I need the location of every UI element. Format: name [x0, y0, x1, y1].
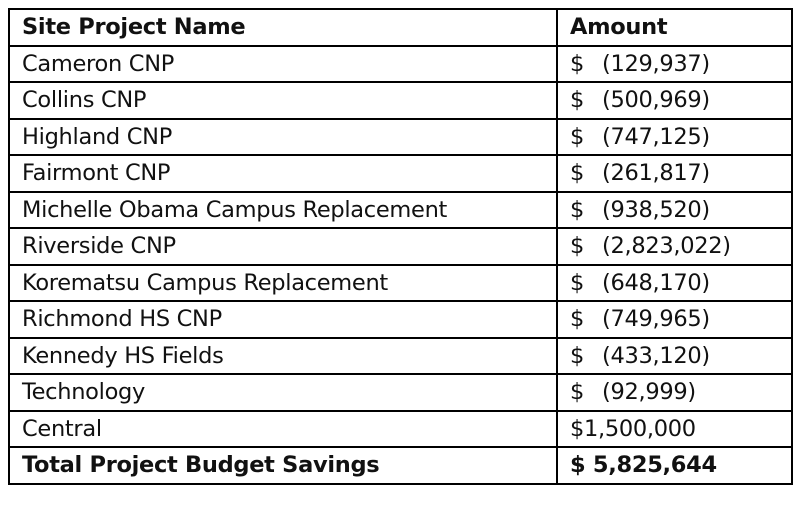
- amount-cell: [557, 46, 792, 83]
- total-row: [9, 447, 792, 484]
- amount-cell: [557, 155, 792, 192]
- currency-symbol: $: [570, 50, 585, 77]
- budget-savings-table: [8, 8, 793, 485]
- currency-symbol: $: [570, 87, 585, 113]
- currency-symbol: $: [570, 306, 585, 332]
- table-row: [9, 338, 792, 375]
- amount-cell: [557, 119, 792, 156]
- project-name-cell: Richmond HS CNP: [9, 301, 557, 338]
- amount-value: (92,999): [602, 379, 696, 405]
- amount-cell: [557, 301, 792, 338]
- table-row: [9, 228, 792, 265]
- table-row: [9, 192, 792, 229]
- table-row: [9, 82, 792, 119]
- table-row: [9, 301, 792, 338]
- total-amount: $ 5,825,644: [557, 447, 792, 484]
- project-name-cell: Technology: [9, 374, 557, 411]
- amount-value: (749,965): [602, 306, 710, 332]
- project-name-cell: Highland CNP: [9, 119, 557, 156]
- currency-symbol: $: [570, 233, 585, 259]
- amount-cell: [557, 411, 792, 448]
- total-label: Total Project Budget Savings: [9, 447, 557, 484]
- currency-symbol: $: [570, 196, 585, 223]
- table-row: [9, 155, 792, 192]
- amount-cell: [557, 338, 792, 375]
- amount-value: (2,823,022): [602, 233, 731, 259]
- amount-value: (938,520): [602, 196, 710, 223]
- currency-symbol: $: [570, 269, 585, 296]
- amount-value: (648,170): [602, 269, 710, 296]
- project-name-cell: Fairmont CNP: [9, 155, 557, 192]
- table-row: [9, 374, 792, 411]
- project-name-cell: Cameron CNP: [9, 46, 557, 83]
- project-name-cell: Central: [9, 411, 557, 448]
- amount-value: (500,969): [602, 87, 710, 113]
- amount-value: (747,125): [602, 123, 710, 150]
- project-name-cell: Collins CNP: [9, 82, 557, 119]
- project-name-cell: Kennedy HS Fields: [9, 338, 557, 375]
- currency-symbol: $: [570, 379, 585, 405]
- amount-value: (129,937): [602, 50, 710, 77]
- header-row: [9, 9, 792, 46]
- header-site-project-name: Site Project Name: [9, 9, 557, 46]
- table-row: [9, 46, 792, 83]
- table-row: [9, 119, 792, 156]
- currency-symbol: $: [570, 160, 585, 186]
- table-row: [9, 265, 792, 302]
- amount-cell: [557, 374, 792, 411]
- currency-symbol: $: [570, 342, 585, 369]
- amount-value: (433,120): [602, 342, 710, 369]
- amount-cell: [557, 228, 792, 265]
- currency-symbol: $: [570, 123, 585, 150]
- amount-cell: [557, 265, 792, 302]
- amount-value: (261,817): [602, 160, 710, 186]
- amount-cell: [557, 192, 792, 229]
- project-name-cell: Riverside CNP: [9, 228, 557, 265]
- amount-cell: [557, 82, 792, 119]
- table-row: [9, 411, 792, 448]
- project-name-cell: Korematsu Campus Replacement: [9, 265, 557, 302]
- amount-value: $1,500,000: [570, 415, 696, 442]
- header-amount: Amount: [557, 9, 792, 46]
- project-name-cell: Michelle Obama Campus Replacement: [9, 192, 557, 229]
